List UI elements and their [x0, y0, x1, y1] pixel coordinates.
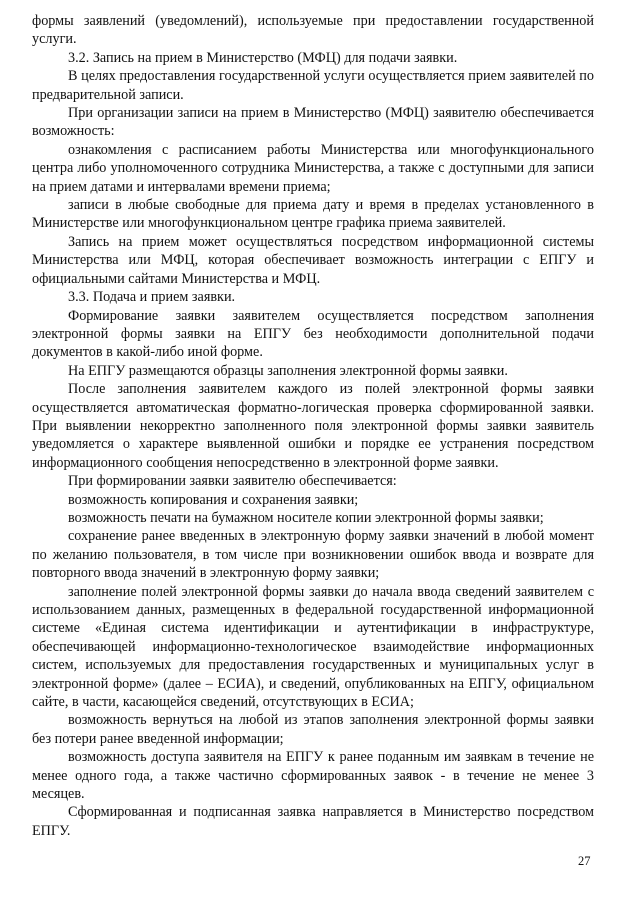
list-item: возможность вернуться на любой из этапов заполнения электронной формы заявки без потери ранее введенной информации; [32, 712, 594, 747]
list-item: возможность печати на бумажном носителе копии электронной формы заявки; [68, 509, 544, 526]
paragraph: Формирование заявки заявителем осуществляется посредством заполнения электронной формы заявки на ЕПГУ без необходимости дополнительной подачи документов в какой-либо иной форме. [32, 307, 594, 361]
paragraph: При организации записи на прием в Министерство (МФЦ) заявителю обеспечивается возможность: [32, 105, 594, 140]
list-item: сохранение ранее введенных в электронную форму заявки значений в любой момент по желанию пользователя, в том числе при возникновении ошибок ввода и возврате для повторного ввода значений в электронную форму заявки; [32, 528, 594, 582]
paragraph: В целях предоставления государственной услуги осуществляется прием заявителей по предварительной записи. [32, 68, 594, 103]
list-item: записи в любые свободные для приема дату и время в пределах установленного в Министерстве или многофункциональном центре графика приема заявителей. [32, 197, 594, 232]
paragraph: формы заявлений (уведомлений), используемые при предоставлении государственной услуги. [32, 13, 594, 48]
page-number: 27 [578, 854, 591, 868]
list-item: ознакомления с расписанием работы Министерства или многофункционального центра либо уполномоченного сотрудника Министерства, а также с доступными для записи на прием датами и интервалами времени приема; [32, 141, 594, 195]
paragraph: После заполнения заявителем каждого из полей электронной формы заявки осуществляется автоматическая форматно-логическая проверка сформированной заявки. При выявлении некорректно заполненного поля электронной формы заявки заявитель уведомляется о характере выявленной ошибки и порядке ее устранения посредством информационного сообщения непосредственно в электронной форме заявки. [32, 381, 594, 471]
paragraph: При формировании заявки заявителю обеспечивается: [68, 473, 397, 490]
list-item: заполнение полей электронной формы заявки до начала ввода сведений заявителем с использованием данных, размещенных в федеральной государственной информационной системе «Единая система идентификации и аутентификации в инфраструктуре, обеспечивающей информационно-технологическое взаимодействие информационных систем, используемых для предоставления государственных и муниципальных услуг в электронной форме» (далее – ЕСИА), и сведений, опубликованных на ЕПГУ, официальном сайте, в части, касающейся сведений, отсутствующих в ЕСИА; [32, 583, 594, 711]
section-heading: 3.3. Подача и прием заявки. [68, 289, 236, 306]
section-heading: 3.2. Запись на прием в Министерство (МФЦ) для подачи заявки. [68, 49, 458, 66]
document-body [32, 12, 594, 840]
list-item: возможность копирования и сохранения заявки; [68, 491, 359, 508]
list-item: возможность доступа заявителя на ЕПГУ к ранее поданным им заявкам в течение не менее одного года, а также частично сформированных заявок - в течение не менее 3 месяцев. [32, 749, 594, 803]
paragraph: Запись на прием может осуществляться посредством информационной системы Министерства или МФЦ, которая обеспечивает возможность интеграции с ЕПГУ и официальными сайтами Министерства и МФЦ. [32, 233, 594, 287]
paragraph: Сформированная и подписанная заявка направляется в Министерство посредством ЕПГУ. [32, 804, 594, 839]
paragraph: На ЕПГУ размещаются образцы заполнения электронной формы заявки. [68, 362, 508, 379]
